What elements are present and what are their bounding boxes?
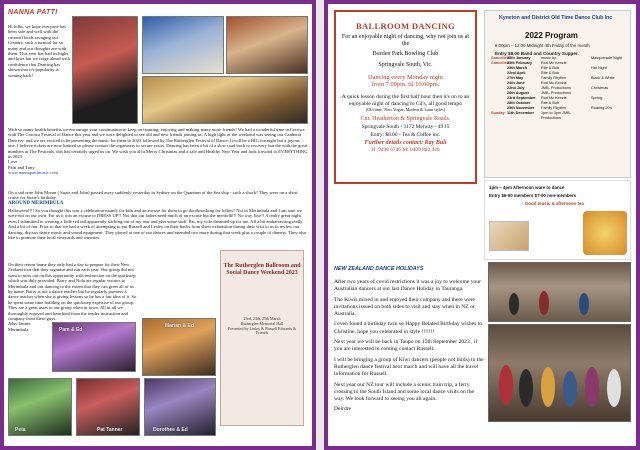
program-cell-b: music by bbox=[541, 56, 556, 60]
photo-dance-hall bbox=[488, 262, 631, 322]
program-cell-d: 25th November bbox=[507, 106, 535, 110]
program-cell-b: Rod Mc Kenzie bbox=[541, 81, 567, 85]
nanna-patti-title: NANNA PATTI bbox=[8, 9, 58, 16]
para-sad-note: On a sad note John Moran ( Suzie and John) passed away suddenly yesterday in Sydney on the Quantum of the Sea ship - such a shock! They were on a short cruise for Suzie's birthday. bbox=[8, 190, 298, 201]
program-cell-c: Cancelled bbox=[491, 61, 509, 65]
photo-group-costumes bbox=[142, 76, 308, 124]
photo-costume-couple bbox=[226, 16, 308, 74]
program-year: 2022 Program bbox=[525, 31, 578, 40]
photo-couple-blue bbox=[142, 16, 224, 74]
program-cell-b: Rite & Bob bbox=[541, 66, 560, 70]
newsletter-left-page bbox=[0, 0, 316, 450]
program-cell-d: 24th June bbox=[507, 81, 525, 85]
program-club-name: Kyneton and District Old Time Dance Club Inc bbox=[499, 15, 613, 21]
kyneton-program: Kyneton and District Old Time Dance Club Inc 2022 Program 8:00pm – 12:00 Midnight 4th Friday of the month Entry $8.00 Band and Country Supper. Cancelled 28th January music by Masquerade Night Cancelled 25th February Rod Mc Kenzie 25th March Rite & Bob Hat Night 22nd April Rite & Bob 27th May Family Rhythm Black & White 24th June Rod Mc Kenzie 22nd July JMB- Productions Christmas 26th August JMB- Productions 23rd September Rod Mc Kenzie Spring 28th October Rite & Bob 25th November Family Rhythm Roaring 20's Sunday 11th December 1pm to 3pm JMB- Productions bbox=[484, 10, 631, 178]
program-cell-n: Christmas bbox=[591, 86, 609, 90]
intro-text: Hi folks, we hope everyone has been safe and well with the current floods ravaging our Country, such a turmoil for so many and our thoughts are with them. This year has had its highs and lows but we forge ahead with confidence that Dancing has shown that it's popularity is coming back! bbox=[8, 24, 70, 78]
bottom-border bbox=[0, 446, 316, 450]
program-cell-d: 11th December bbox=[507, 111, 535, 115]
left-rail bbox=[0, 0, 4, 450]
photo-couple-dancing bbox=[72, 16, 138, 124]
photo-peta: Peta bbox=[8, 378, 72, 436]
program-cell-b: Family Rhythm bbox=[541, 106, 567, 110]
halloween-story: Halloween!!!! So you thought this was a celebration mainly for kids and an excuse for them to go doorknocking for lollies? Not in Merimbula and I am sure we were not on our own. For us it was an excuse to DRESS UP!! Not that our ladies need much of an excuse but the menfolk!!! No way Jose!! A really great night, even I submitted to wearing a little red tail apparently sticking out of my rear and plus some stuff. Pat, my wife dreamed up for me. All a bit embarrassing really. And a lot of fun. Prior to that we had a week of attempting to put Russell and Lesley on their backs from sheer exhaustion during their visit to us to review our dancing, discuss dance music and sound equipment. They played at one of our dances and attended two more during that week plus a couple of dinners. They also like to promote their local vineyards and wineries. bbox=[8, 208, 307, 241]
nz-holidays-title: NEW ZEALAND DANCE HOLIDAYS bbox=[334, 266, 424, 272]
afternoon-dance-flyer: 1pm – 4pm Afternoon ware to dance Entry $6-00 members $7-00 non-members Good music & afternoon tea bbox=[484, 180, 631, 260]
program-cell-b: Rite & Bob bbox=[541, 71, 560, 75]
program-cell-n: Roaring 20's bbox=[591, 106, 613, 110]
photo-pat-tanner: Pat Tanner bbox=[76, 378, 140, 436]
top-border-right bbox=[324, 0, 640, 4]
bottom-border-right bbox=[324, 446, 640, 450]
program-cell-d: 23rd September bbox=[507, 96, 536, 100]
right-rail bbox=[324, 0, 328, 450]
program-cell-n: Masquerade Night bbox=[591, 56, 623, 60]
program-table bbox=[485, 56, 630, 121]
flyer-decor-icon bbox=[583, 211, 627, 255]
para-festival: With so many health benefits we encourage your continuation to keep on learning, enjoying and making many more friends! We had a wonderful time in Corowa with The Corowa Festival of Dance this year and we were delighted to see old and new friends joining us. A high light of the weekend was seeing our Canberra Dancers- and we are excited to be presenting the music for them in 2023 followed by The Rutherglen Festival of Dance. It will be a BIG fortnight but a joyous one. I believe tickets are now limited so please contact the organisers to secure yours. Dancing has been a bit of a slow road back to recovery but the with the great numbers at The Festivals, this has certainly urged us on. We wish you all a Merry Christmas and a safe and Healthy New Year and look forward to EVERYTHING in 2023 Love Patti and Tony www.nannapattimusic.com bbox=[8, 127, 308, 176]
left-rail-right bbox=[312, 0, 316, 450]
photo-dorothee-ed: Dorothee & Ed bbox=[144, 378, 216, 436]
program-cell-b: Rite & Bob bbox=[541, 101, 560, 105]
program-cell-c: Sunday bbox=[491, 111, 505, 115]
program-cell-b: JMB- Productions bbox=[541, 86, 571, 90]
program-cell-n: Black & White bbox=[591, 76, 615, 80]
program-cell-n: Hat Night bbox=[591, 66, 607, 70]
program-cell-d: 22nd July bbox=[507, 86, 525, 90]
program-cell-b: 1pm to 3pm JMB- Productions bbox=[541, 111, 571, 120]
program-cell-b: Rod Mc Kenzie bbox=[541, 96, 567, 100]
right-rail-right bbox=[636, 0, 640, 450]
photo-pam-ed: Pam & Ed bbox=[52, 322, 136, 372]
program-cell-n: Spring bbox=[591, 96, 602, 100]
page-gutter bbox=[316, 0, 324, 450]
photo-group-dancers bbox=[488, 324, 631, 422]
program-cell-b: Family Rhythm bbox=[541, 76, 567, 80]
flyer-image bbox=[489, 221, 529, 251]
newsletter-right-page bbox=[324, 0, 640, 450]
program-cell-d: 28th October bbox=[507, 101, 531, 105]
program-row bbox=[485, 111, 630, 121]
program-cell-b: JMB- Productions bbox=[541, 91, 571, 95]
program-cell-b: Rod Mc Kenzie bbox=[541, 61, 567, 65]
program-cell-d: 28th January bbox=[507, 56, 531, 60]
program-cell-d: 25th February bbox=[507, 61, 533, 65]
program-cell-d: 26th August bbox=[507, 91, 529, 95]
quickstep-story: On their return home they only had a day to prepare for their New Zealand tour that they organise and run each year. Our group did not want to miss out on this opportunity with instruction on the quickstep which was duly provided. Barry and Nola are regular visitors to Merimbula and our dancing to the extent that they can greet all of us by name. Barry is not a dance teacher but he regularly partners a dance teacher when she is giving lessons so he has a fair idea of it. So he spent some time building on the quickstep expertise of our group. They are a great asset to our group when in town. All in all we thoroughly enjoyed and benefited from the tender instruction and company from these guys. John Tanner Merimbula bbox=[8, 262, 137, 332]
ballroom-title: BALLROOM DANCING bbox=[355, 21, 456, 31]
around-merimbula-title: AROUND MERIMBULA bbox=[8, 201, 64, 206]
program-cell-d: 22nd April bbox=[507, 71, 526, 75]
program-cell-c: Cancelled bbox=[491, 56, 509, 60]
nz-holidays-text: After two years of covid restrictions it was a joy to welcome your Australian dancers at our last Dance Holiday in Tauranga. The Kiwis mixed in and enjoyed their company and there were invitations issued on both sides to visit and stay when in NZ or Australia. I even found a birthday twin so Happy Belated Birthday wishes to Christine, hope you celebrated in style !!!!!!! Next year we will be back in Taupo on 15th September 2023 , if you are interested in coming contact Russell. I will be bringing a group of Kiwi dancers (people not birds) to the Rutherglen dance festival next march and will have all the travel information for Russell. Next year our NZ tour will include a scenic train trip, a ferry crossing to the South Island and some local dance visits on the way. We look forward to seeing you all again. Deirdre bbox=[334, 279, 484, 413]
top-border bbox=[0, 0, 316, 4]
photo-marian-ed: Marian & Ed bbox=[142, 318, 216, 376]
ballroom-dancing-ad: BALLROOM DANCING For an enjoyable night of dancing, why not join us at the Burden Park Bowling Club Springvale South, Vic. Dancing every Monday night from 7.00pm. til 10.00pm. A quick lesson during the first half hour then it's on to an enjoyable night of dancing to Cd's, all good tempo (Old time, New Vogue, Modern & Latin styles) Cnr. Heatherton & Springvale Roads. Springvale South - 3172 Melway - 49 J5 Entry: $8.00 - Tea & Coffee inc. Further details contact: Ray Bult H: 9498 6746 M: 0400 882 436 bbox=[334, 10, 477, 184]
program-cell-d: 25th March bbox=[507, 66, 528, 70]
rutherglen-poster: The Rutherglen Ballroom and Social Dance Weekend 2023 23rd, 24th, 25th March Rutherglen Memorial Hall Presented by Lesley & Russell Edwards & Friends bbox=[220, 250, 304, 426]
program-cell-d: 27th May bbox=[507, 76, 524, 80]
